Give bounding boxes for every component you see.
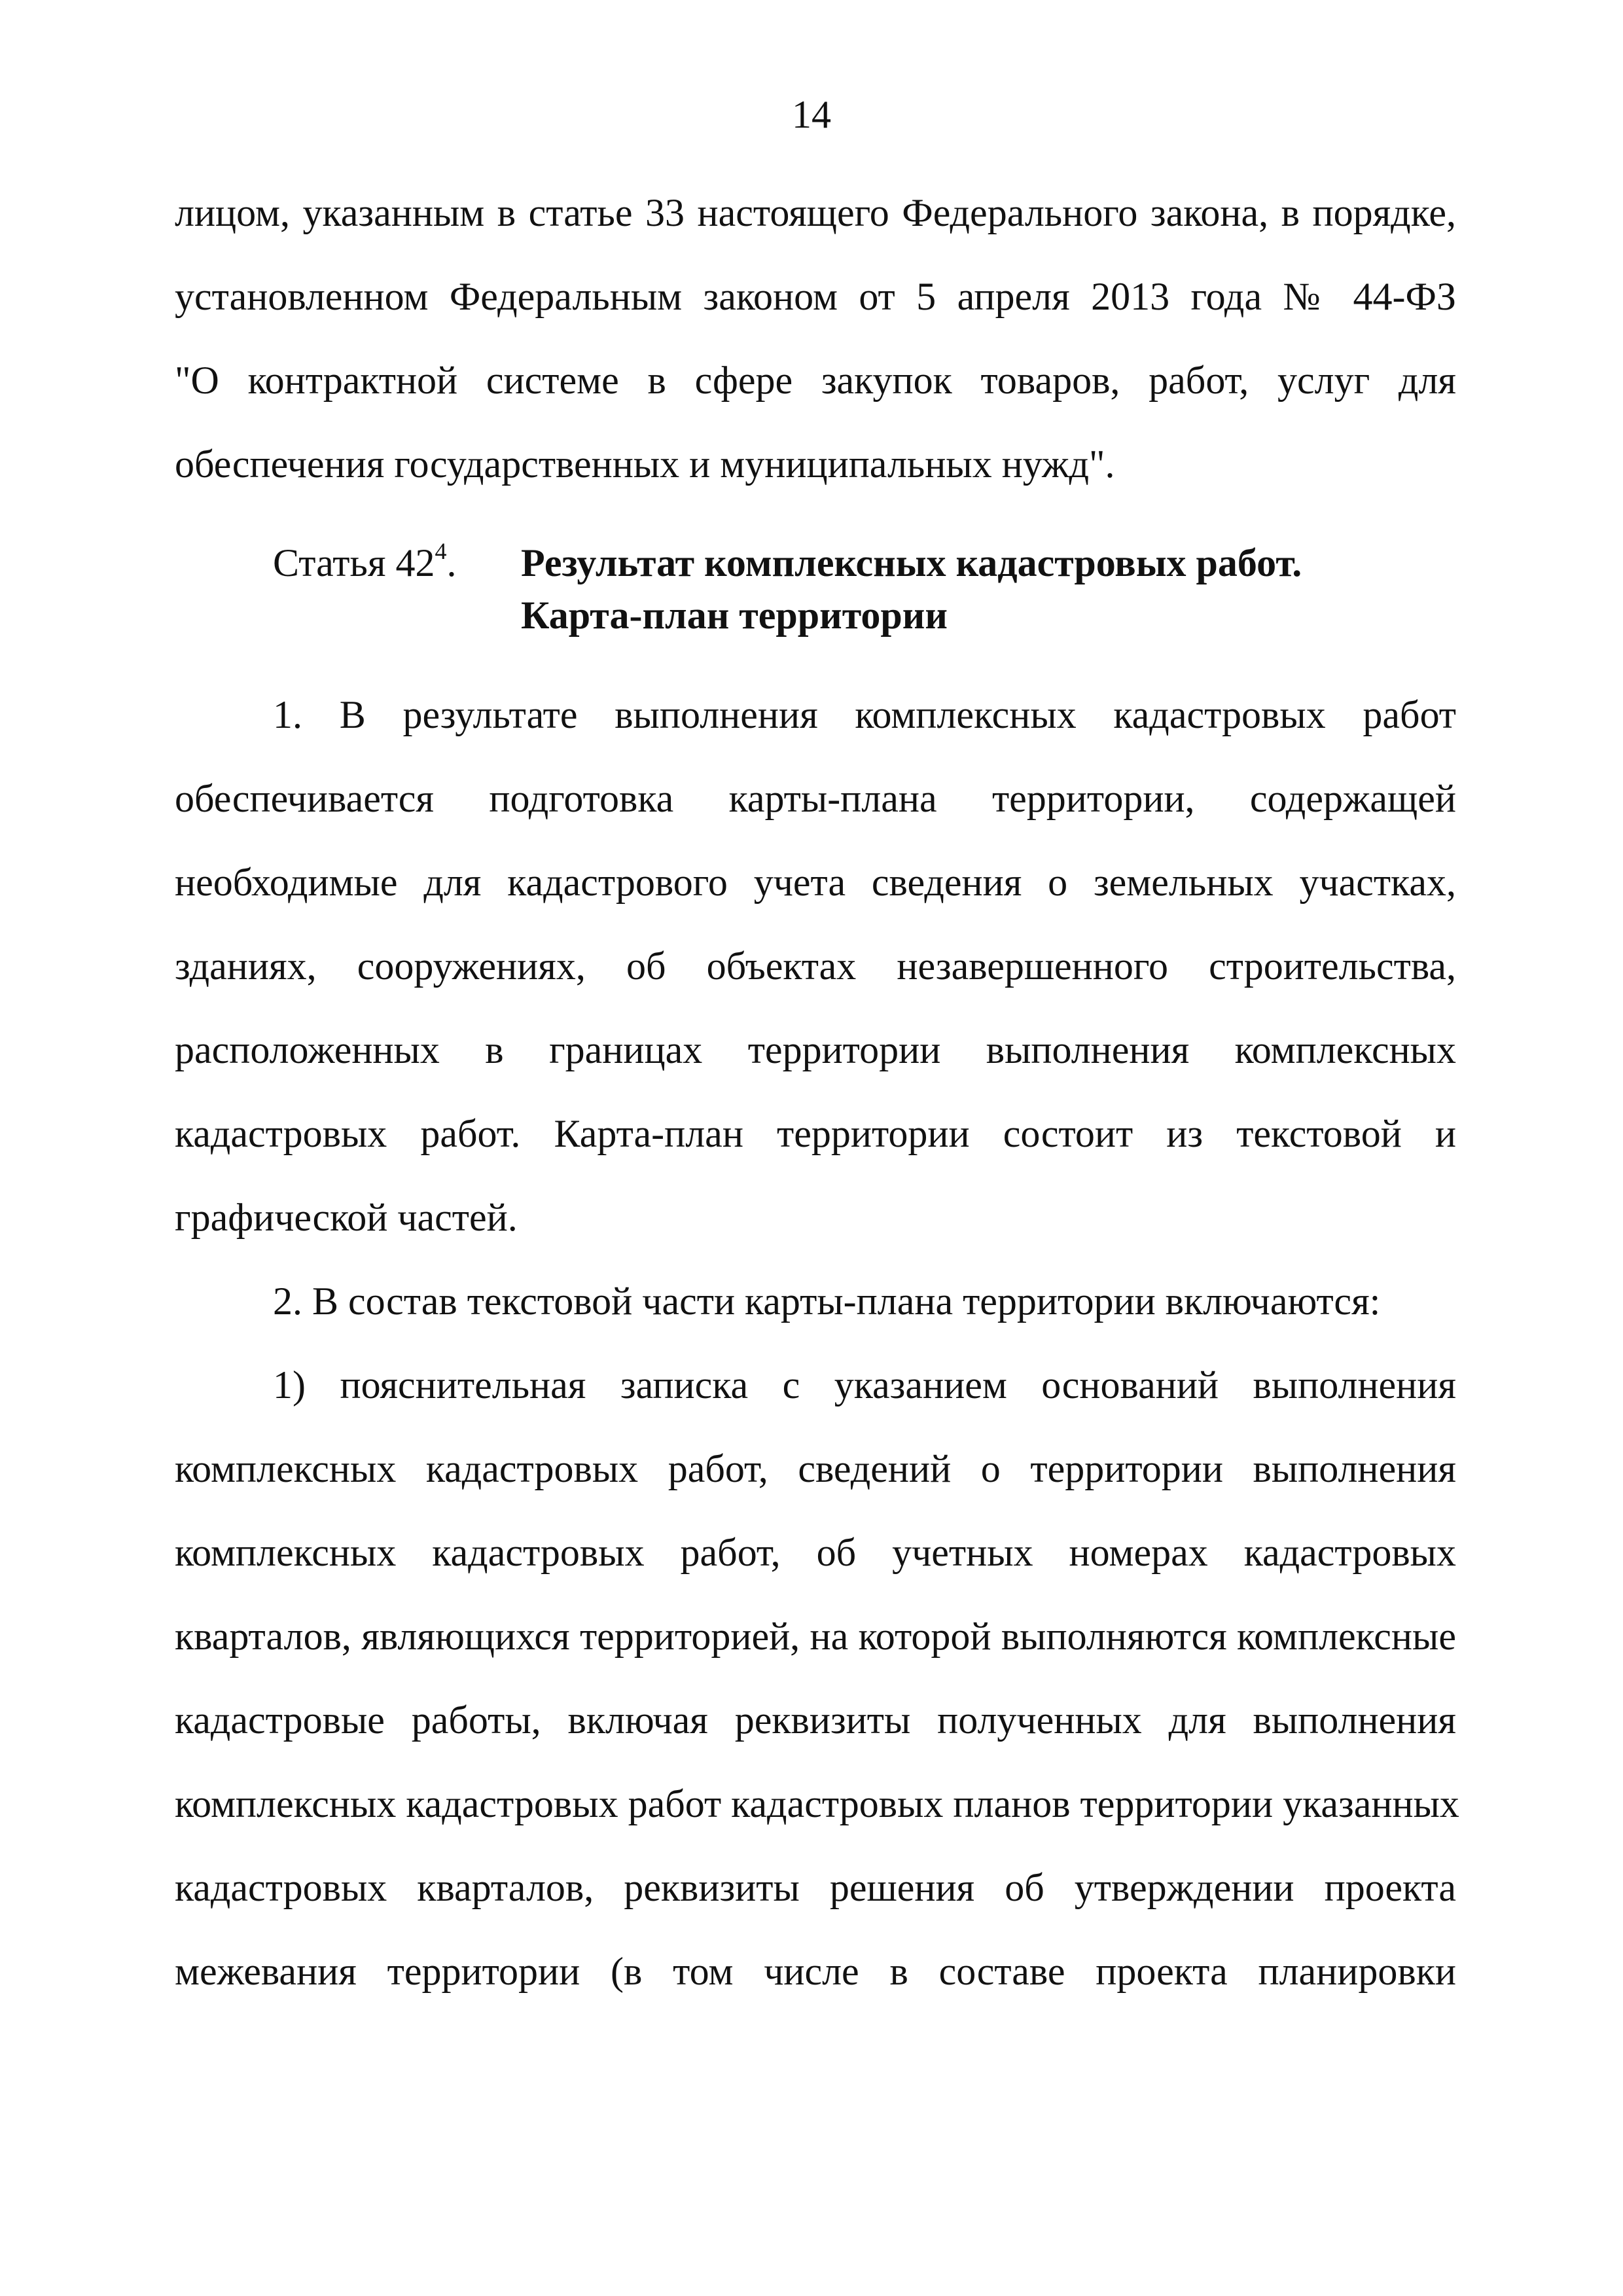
text-line: кварталов, являющихся территорией, на которой выполняются комплексные xyxy=(175,1615,1456,1658)
text-line: расположенных в границах территории выполнения комплексных xyxy=(175,1028,1456,1071)
text-line: кадастровых работ. Карта-план территории состоит из текстовой и xyxy=(175,1112,1456,1155)
article-label xyxy=(273,540,456,586)
text-line: 2. В состав текстовой части карты-плана территории включаются: xyxy=(273,1280,1381,1323)
text-line: обеспечения государственных и муниципальных нужд". xyxy=(175,442,1115,486)
article-label-superscript: 4 xyxy=(435,538,447,564)
text-line: обеспечивается подготовка карты-плана территории, содержащей xyxy=(175,777,1456,820)
text-line: межевания территории (в том числе в составе проекта планировки xyxy=(175,1950,1456,1993)
text-line: графической частей. xyxy=(175,1196,518,1239)
text-line: необходимые для кадастрового учета сведения о земельных участках, xyxy=(175,861,1456,904)
text-line: комплексных кадастровых работ кадастровых планов территории указанных xyxy=(175,1782,1459,1825)
text-line: кадастровых кварталов, реквизиты решения об утверждении проекта xyxy=(175,1866,1456,1909)
text-line: "О контрактной системе в сфере закупок товаров, работ, услуг для xyxy=(175,359,1456,402)
text-line: комплексных кадастровых работ, об учетных номерах кадастровых xyxy=(175,1531,1456,1574)
article-label-suffix: . xyxy=(446,541,457,584)
page-number: 14 xyxy=(792,93,831,136)
text-line: установленном Федеральным законом от 5 апреля 2013 года № 44-ФЗ xyxy=(175,275,1456,318)
text-line: 1. В результате выполнения комплексных кадастровых работ xyxy=(273,693,1456,736)
text-line: 1) пояснительная записка с указанием оснований выполнения xyxy=(273,1363,1456,1407)
text-line: кадастровые работы, включая реквизиты полученных для выполнения xyxy=(175,1698,1456,1742)
text-line: лицом, указанным в статье 33 настоящего Федерального закона, в порядке, xyxy=(175,191,1456,234)
article-label-text: Статья 42 xyxy=(273,541,435,584)
text-line: зданиях, сооружениях, об объектах незавершенного строительства, xyxy=(175,944,1456,988)
article-title-line2: Карта-план территории xyxy=(521,594,948,637)
text-line: комплексных кадастровых работ, сведений о территории выполнения xyxy=(175,1447,1456,1490)
article-title-line1: Результат комплексных кадастровых работ. xyxy=(521,541,1302,584)
